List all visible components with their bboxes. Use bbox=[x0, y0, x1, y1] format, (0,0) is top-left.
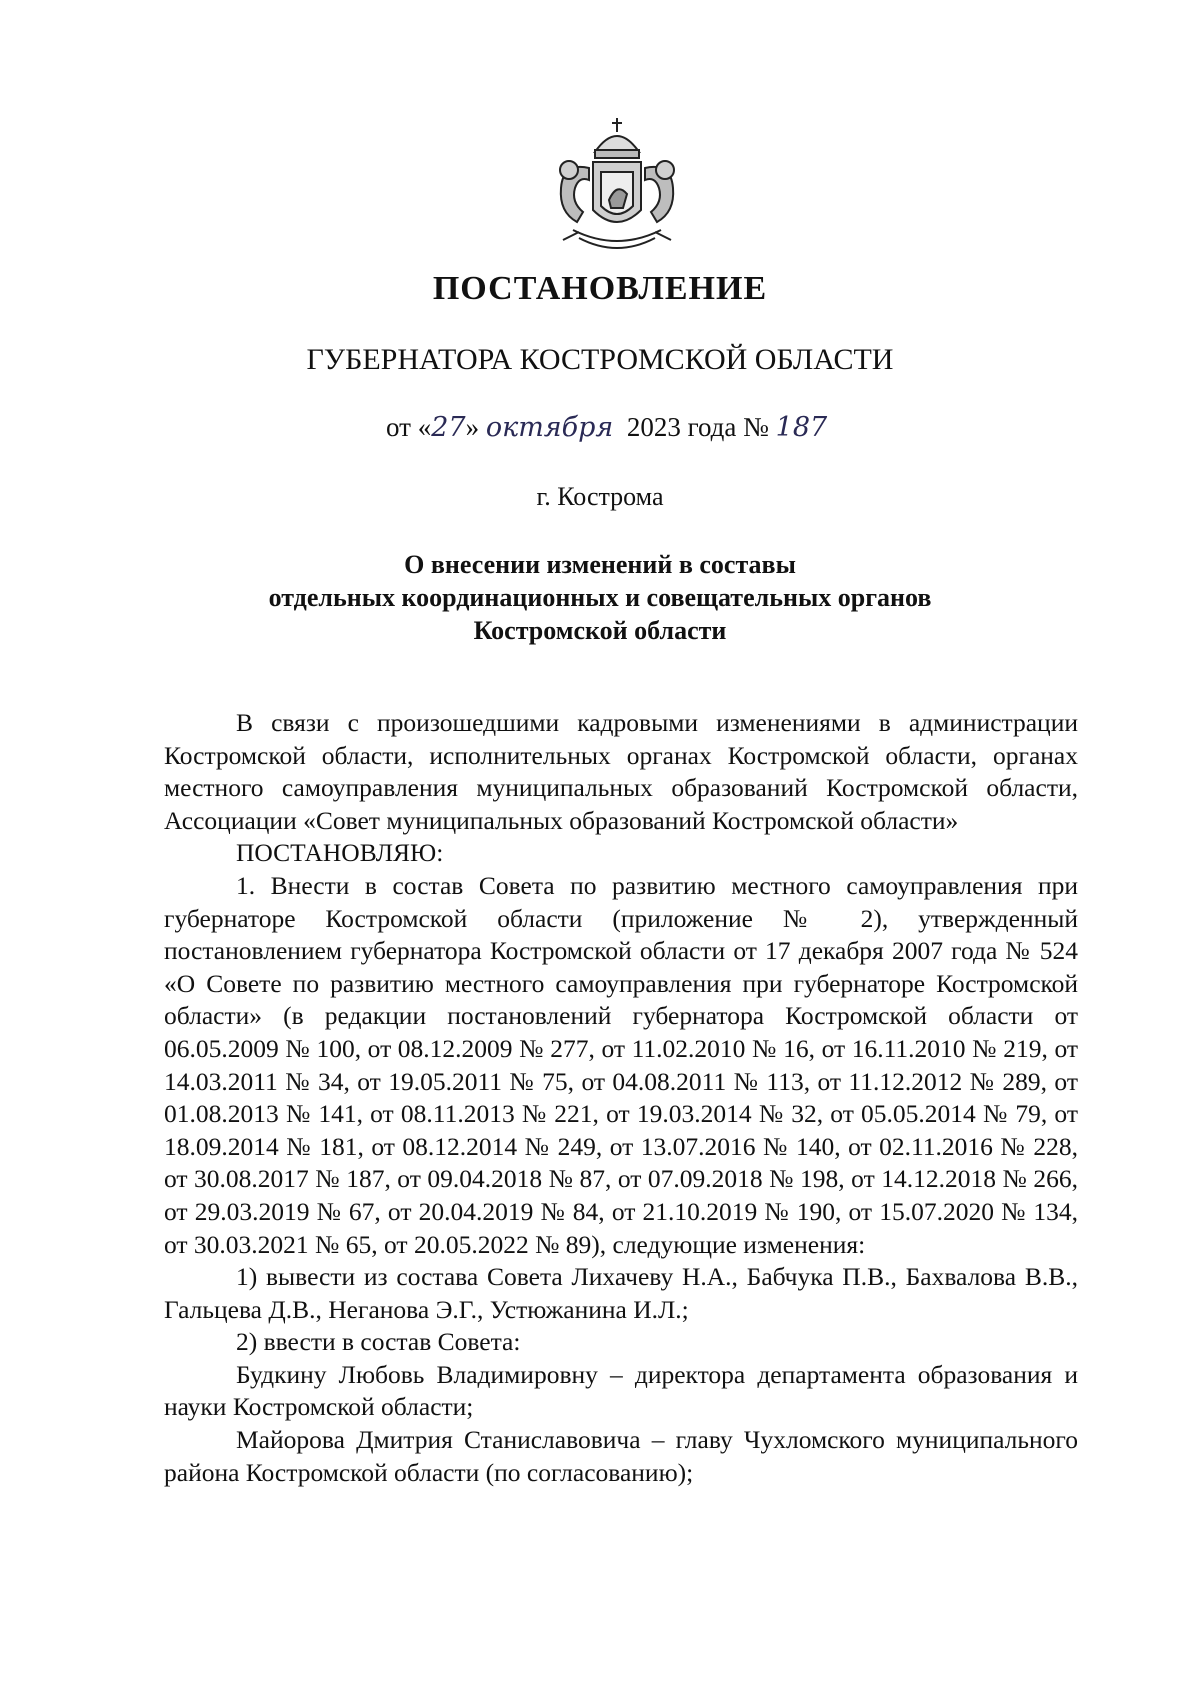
handwritten-day: 27 bbox=[431, 412, 466, 443]
issuer: ГУБЕРНАТОРА КОСТРОМСКОЙ ОБЛАСТИ bbox=[306, 343, 894, 376]
coat-of-arms-emblem bbox=[543, 112, 691, 260]
clause-1: 1. Внести в состав Совета по развитию местного самоуправления при губернаторе Костромской области (приложение № 2), утвержденный постановлением губернатора Костромской области от 17 декабря 2007 года № 524 «О Совете по развитию местного самоуправления при губернаторе Костромской области» (в редакции постановлений губернатора Костромской области от 06.05.2009 № 100, от 08.12.2009 № 277, от 11.02.2010 № 16, от 16.11.2010 № 219, от 14.03.2011 № 34, от 19.05.2011 № 75, от 04.08.2011 № 113, от 11.12.2012 № 289, от 01.08.2013 № 141, от 08.11.2013 № 221, от 19.03.2014 № 32, от 05.05.2014 № 79, от 18.09.2014 № 181, от 08.12.2014 № 249, от 13.07.2016 № 140, от 02.11.2016 № 228, от 30.08.2017 № 187, от 09.04.2018 № 87, от 07.09.2018 № 198, от 14.12.2018 № 266, от 29.03.2019 № 67, от 20.04.2019 № 84, от 21.10.2019 № 190, от 15.07.2020 № 134, от 30.03.2021 № 65, от 20.05.2022 № 89), следующие изменения: bbox=[164, 870, 1078, 1259]
city: г. Кострома bbox=[536, 482, 664, 511]
document-body bbox=[164, 707, 1078, 1489]
date-mid: » bbox=[465, 412, 486, 442]
subclause-2: 2) ввести в состав Совета: bbox=[236, 1327, 521, 1357]
decree-word: ПОСТАНОВЛЯЮ: bbox=[236, 838, 444, 868]
subject-line-1: О внесении изменений в составы bbox=[404, 550, 796, 579]
date-prefix: от « bbox=[386, 412, 432, 442]
member-budkina: Будкину Любовь Владимировну – директора департамента образования и науки Костромской области; bbox=[164, 1359, 1078, 1422]
subject-line-2: отдельных координационных и совещательных органов bbox=[268, 583, 932, 612]
document-title: ПОСТАНОВЛЕНИЕ bbox=[432, 270, 768, 307]
member-mayorov: Майорова Дмитрия Станиславовича – главу Чухломского муниципального района Костромской области (по согласованию); bbox=[164, 1425, 1078, 1487]
year-text: 2023 года № bbox=[626, 412, 769, 442]
subclause-1: 1) вывести из состава Совета Лихачеву Н.А., Бабчука П.В., Бахвалова В.В., Гальцева Д.В., Неганова Э.Г., Устюжанина И.Л.; bbox=[164, 1262, 1078, 1324]
date-line bbox=[386, 412, 827, 443]
handwritten-number: 187 bbox=[775, 412, 828, 443]
handwritten-month: октября bbox=[485, 412, 614, 443]
document-subject bbox=[0, 548, 1200, 647]
preamble-paragraph: В связи с произошедшими кадровыми изменениями в администрации Костромской области, исполнительных органах Костромской области, органах местного самоуправления муниципальных образований Костромской области, Ассоциации «Совет муниципальных образований Костромской области» bbox=[164, 708, 1078, 835]
subject-line-3: Костромской области bbox=[473, 616, 727, 645]
